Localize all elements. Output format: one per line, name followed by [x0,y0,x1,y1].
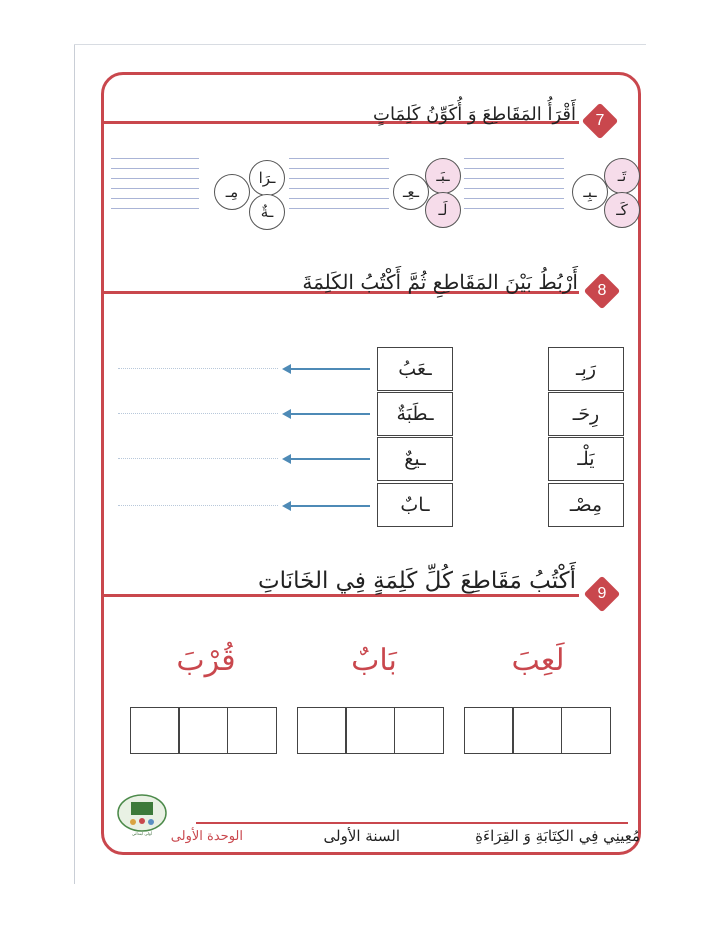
writing-lines-1 [111,158,199,218]
syllable-box-left: ـعَبُ [377,347,453,391]
answer-line[interactable] [118,458,278,459]
arrow-line [288,505,370,507]
writing-lines-3 [464,158,564,218]
arrow-icon [282,409,291,419]
syllable-circle: مِـ [214,174,250,210]
answer-line[interactable] [118,505,278,506]
syllable-circle: لَـ [425,192,461,228]
target-word: لَعِبَ [511,643,565,678]
answer-line[interactable] [118,413,278,414]
target-word: بَابٌ [351,643,397,678]
arrow-line [288,368,370,370]
scan-edge [74,44,75,884]
unit-label: الوحدة الأولى [170,829,243,844]
syllable-box-right: مِصْـ [548,483,624,527]
syllable-circle: كَـ [604,192,640,228]
writing-lines-2 [289,158,389,218]
school-year: السنة الأولى [323,827,400,845]
arrow-icon [282,501,291,511]
syllable-box-right: رَبِـ [548,347,624,391]
section-7-number: 7 [595,112,605,129]
syllable-grid[interactable] [465,707,611,754]
arrow-icon [282,364,291,374]
target-word: قُرْبَ [176,643,236,678]
arrow-icon [282,454,291,464]
book-title: مُعِينِي فِي الكِتَابَةِ وَ القِرَاءَةِ [475,827,640,845]
syllable-grid[interactable] [131,707,277,754]
syllable-box-left: ـيعٌ [377,437,453,481]
syllable-circle: ـبَـ [425,158,461,194]
syllable-circle: ـةٌ [249,194,285,230]
syllable-box-left: ـطَبَةٌ [377,392,453,436]
footer-rule [196,822,628,824]
section-8-number: 8 [597,282,607,299]
section-7-title: أَقْرَأُ المَقَاطِعَ وَ أُكَوِّنُ كَلِمَاتٍ [373,104,576,125]
syllable-grid[interactable] [298,707,444,754]
section-9-title: أَكْتُبُ مَقَاطِعَ كُلِّ كَلِمَةٍ فِي الخَانَاتِ [258,568,576,594]
school-logo-icon [114,793,170,837]
section-9-rule [101,594,579,597]
arrow-line [288,413,370,415]
arrow-line [288,458,370,460]
scan-edge-top [74,44,646,45]
syllable-circle: ـبِـ [572,174,608,210]
logo-text: أولى ابتدائي [132,831,152,836]
answer-line[interactable] [118,368,278,369]
section-9-number: 9 [597,585,607,602]
syllable-circle: ـعِـ [393,174,429,210]
syllable-box-right: يَلْـ [548,437,624,481]
syllable-circle: تَـ [604,158,640,194]
section-8-title: أَرْبُطُ بَيْنَ المَقَاطِعِ ثُمَّ أَكْتُبُ الكَلِمَةَ [302,270,578,294]
syllable-box-right: رِحَـ [548,392,624,436]
syllable-box-left: ـابٌ [377,483,453,527]
syllable-circle: ـرَا [249,160,285,196]
